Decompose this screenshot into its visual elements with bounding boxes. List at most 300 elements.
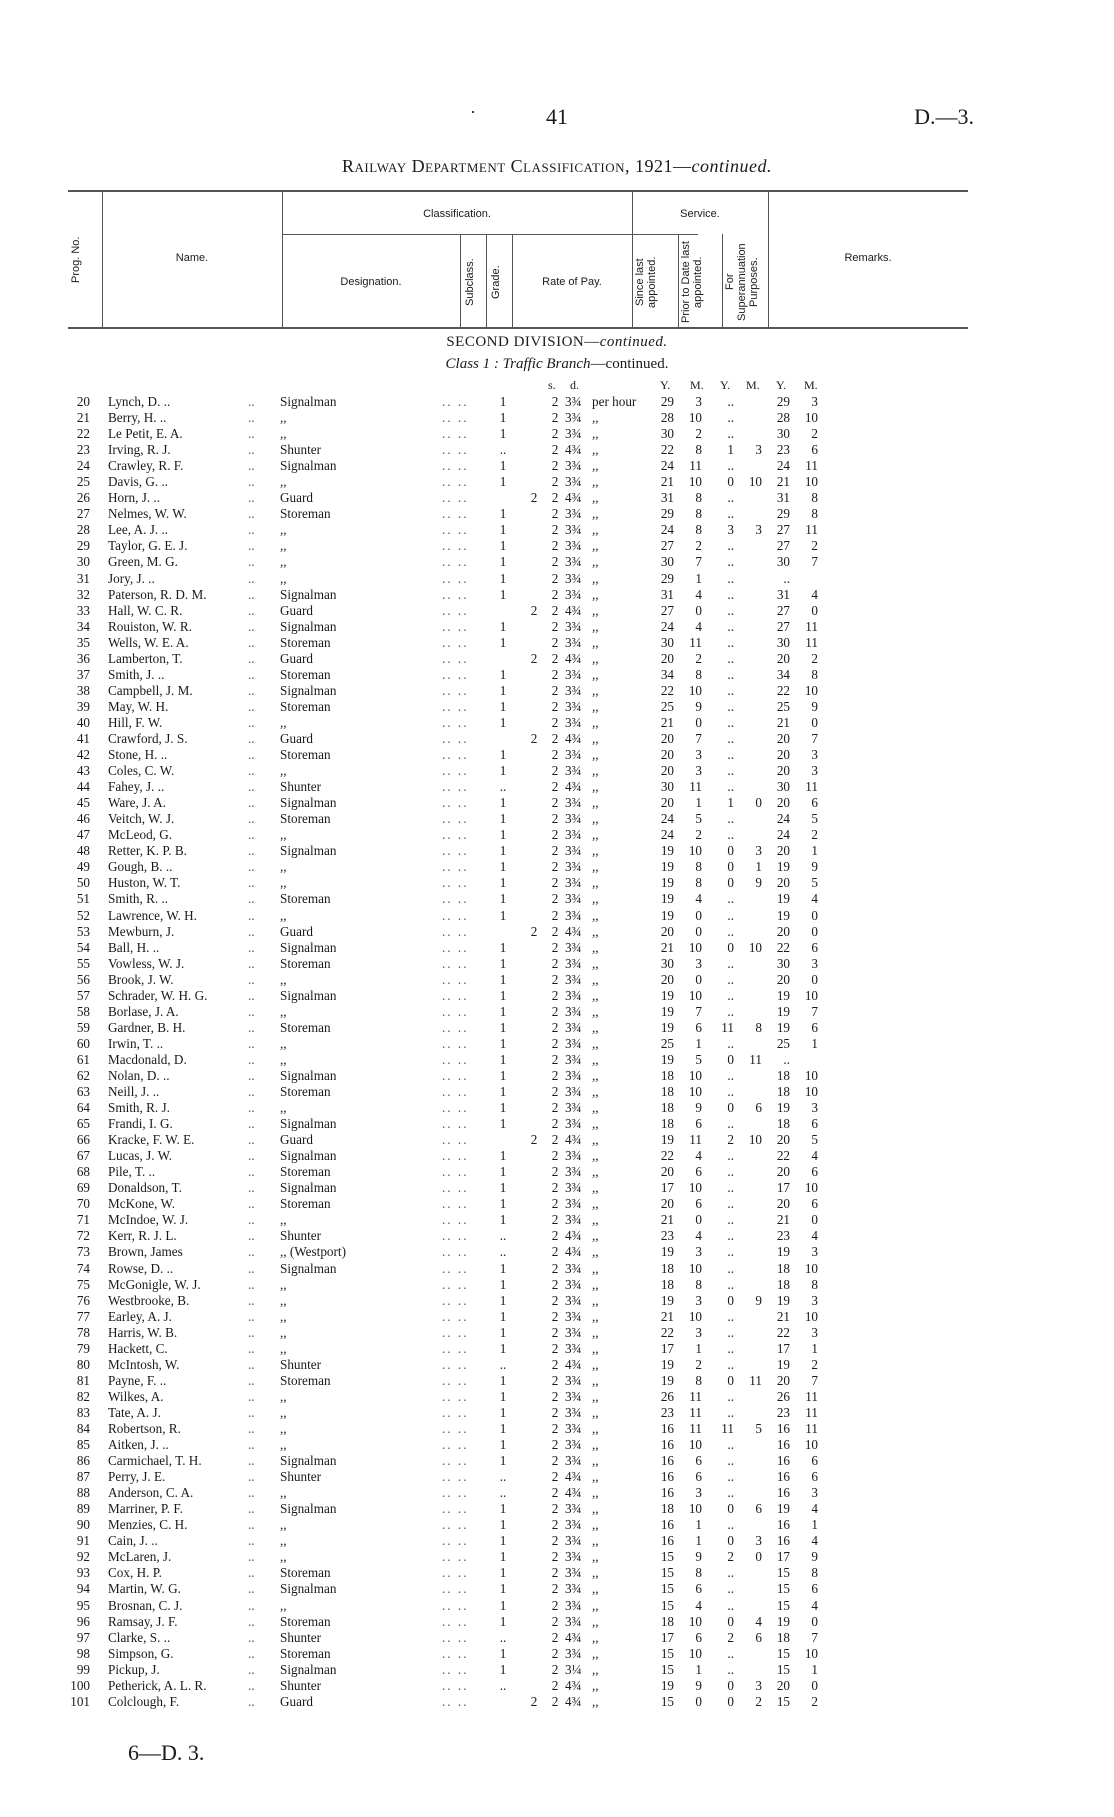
since-years: 20: [660, 971, 674, 987]
rate-pence: 3¾: [565, 1404, 582, 1420]
rate-per: ,,: [592, 554, 599, 570]
since-years: 30: [660, 955, 674, 971]
prog-no: 39: [76, 698, 90, 714]
employee-name: Hackett, C.: [108, 1340, 168, 1356]
subclass: 1: [499, 426, 507, 442]
prior-years: ..: [727, 586, 734, 602]
subclass: 1: [499, 1292, 507, 1308]
employee-name: Robertson, R.: [108, 1421, 181, 1436]
subclass: 1: [499, 410, 507, 426]
unit-m: M.: [804, 378, 818, 392]
prog-no: 38: [76, 682, 90, 698]
leader-dots: ..: [248, 634, 255, 650]
table-row: [0, 1614, 1114, 1630]
leader-dots: .. ..: [442, 1549, 469, 1565]
designation: ,,: [280, 971, 287, 987]
rate-per: ,,: [592, 1067, 599, 1083]
rate-per: ,,: [592, 923, 599, 939]
since-months: 10: [688, 843, 702, 859]
super-years: 23: [776, 1404, 790, 1420]
super-years: 22: [776, 1324, 790, 1340]
table-row: [0, 1373, 1114, 1389]
rate-shillings: 2: [551, 1565, 559, 1581]
prior-years: ..: [727, 971, 734, 987]
employee-name: Lee, A. J. ..: [108, 522, 169, 538]
since-years: 16: [660, 1469, 674, 1485]
since-years: 19: [660, 1292, 674, 1308]
rate-per: ,,: [592, 410, 599, 426]
super-years: 19: [776, 1613, 790, 1629]
leader-dots: ..: [248, 1485, 255, 1501]
rate-pence: 3¼: [565, 1661, 582, 1677]
employee-name: Huston, W. T.: [108, 875, 181, 891]
rate-pence: 3¾: [565, 1421, 582, 1436]
table-row: [0, 747, 1114, 763]
rate-pence: 3¾: [565, 875, 582, 891]
since-months: 9: [695, 1100, 702, 1116]
designation: ,,: [280, 554, 287, 570]
rate-pence: 4¾: [565, 442, 582, 458]
rate-shillings: 2: [551, 811, 559, 827]
super-months: 10: [804, 1180, 818, 1196]
rate-shillings: 2: [551, 426, 559, 442]
leader-dots: .. ..: [442, 1581, 469, 1597]
since-years: 15: [660, 1565, 674, 1581]
rate-per: per hour: [592, 394, 637, 409]
prog-no: 93: [76, 1565, 90, 1581]
super-years: 27: [776, 522, 790, 538]
rate-per: ,,: [592, 1019, 599, 1035]
super-years: 19: [776, 987, 790, 1003]
leader-dots: .. ..: [442, 474, 469, 490]
super-months: 3: [811, 955, 818, 971]
leader-dots: .. ..: [442, 682, 469, 698]
employee-name: Brook, J. W.: [108, 971, 174, 987]
leader-dots: .. ..: [442, 971, 469, 987]
table-row: [0, 458, 1114, 474]
leader-dots: .. ..: [442, 650, 469, 666]
super-years: 19: [776, 859, 790, 875]
subclass: 1: [499, 1565, 507, 1581]
prog-no: 64: [76, 1100, 90, 1116]
table-row: [0, 908, 1114, 924]
table-row: [0, 956, 1114, 972]
leader-dots: ..: [248, 1276, 255, 1292]
designation: Storeman: [280, 698, 331, 714]
super-years: 15: [776, 1693, 790, 1709]
subclass: 1: [499, 1340, 507, 1356]
leader-dots: .. ..: [442, 955, 469, 971]
prior-years: ..: [727, 1067, 734, 1083]
rate-shillings: 2: [551, 1116, 559, 1132]
since-months: 0: [695, 907, 702, 923]
rate-pence: 3¾: [565, 1533, 582, 1549]
since-months: 10: [688, 410, 702, 426]
super-years: 19: [776, 1244, 790, 1260]
employee-name: Westbrooke, B.: [108, 1292, 190, 1308]
rate-shillings: 2: [551, 1084, 559, 1100]
super-months: 0: [811, 714, 818, 730]
leader-dots: ..: [248, 1148, 255, 1164]
employee-name: Kerr, R. J. L.: [108, 1228, 177, 1244]
leader-dots: ..: [248, 763, 255, 779]
rate-per: ,,: [592, 1164, 599, 1180]
employee-name: Irwin, T. ..: [108, 1035, 164, 1051]
prog-no: 26: [76, 490, 90, 506]
unit-d: d.: [570, 378, 579, 392]
rate-pence: 3¾: [565, 410, 582, 426]
since-months: 8: [695, 875, 702, 891]
subclass: 1: [499, 570, 507, 586]
rate-shillings: 2: [551, 666, 559, 682]
prior-months: 3: [755, 1677, 762, 1693]
super-months: 2: [811, 1693, 818, 1709]
since-months: 3: [695, 763, 702, 779]
header-grade: Grade.: [490, 265, 502, 299]
super-years: ..: [783, 570, 790, 586]
rate-per: ,,: [592, 730, 599, 746]
leader-dots: .. ..: [442, 586, 469, 602]
since-years: 16: [660, 1517, 674, 1533]
leader-dots: ..: [248, 1517, 255, 1533]
prior-years: ..: [727, 827, 734, 843]
employee-name: Davis, G. ..: [108, 474, 169, 490]
since-months: 7: [695, 730, 702, 746]
leader-dots: .. ..: [442, 1388, 469, 1404]
leader-dots: ..: [248, 891, 255, 907]
leader-dots: .. ..: [442, 1003, 469, 1019]
rate-pence: 3¾: [565, 987, 582, 1003]
super-years: 21: [776, 1212, 790, 1228]
subclass: 1: [499, 987, 507, 1003]
rate-shillings: 2: [551, 1212, 559, 1228]
employee-name: Payne, F. ..: [108, 1372, 167, 1388]
since-months: 4: [695, 586, 702, 602]
table-row: [0, 1469, 1114, 1485]
subclass: 1: [499, 1100, 507, 1116]
table-row: [0, 763, 1114, 779]
super-years: 19: [776, 891, 790, 907]
since-years: 19: [660, 1677, 674, 1693]
prog-no: 48: [76, 843, 90, 859]
since-years: 15: [660, 1645, 674, 1661]
rate-per: ,,: [592, 1661, 599, 1677]
designation: ,,: [280, 1292, 287, 1308]
rate-pence: 3¾: [565, 666, 582, 682]
rate-shillings: 2: [551, 1132, 559, 1148]
table-row: [0, 924, 1114, 940]
grade: 2: [530, 490, 538, 506]
prog-no: 34: [76, 618, 90, 634]
table-row: [0, 1164, 1114, 1180]
super-years: 20: [776, 650, 790, 666]
leader-dots: .. ..: [442, 410, 469, 426]
subclass: 1: [499, 1549, 507, 1565]
rate-shillings: 2: [551, 1645, 559, 1661]
leader-dots: .. ..: [442, 730, 469, 746]
since-years: 28: [660, 410, 674, 426]
rate-pence: 3¾: [565, 763, 582, 779]
since-years: 27: [660, 602, 674, 618]
leader-dots: ..: [248, 795, 255, 811]
employee-name: Ball, H. ..: [108, 939, 160, 955]
since-months: 4: [695, 618, 702, 634]
leader-dots: ..: [248, 1693, 255, 1709]
rate-per: ,,: [592, 1051, 599, 1067]
prog-no: 101: [70, 1693, 90, 1709]
rate-pence: 3¾: [565, 907, 582, 923]
branch-name: Traffic Branch: [502, 356, 591, 372]
since-months: 8: [695, 1276, 702, 1292]
super-years: 15: [776, 1645, 790, 1661]
employee-name: McLaren, J.: [108, 1549, 172, 1565]
prior-months: 6: [755, 1100, 762, 1116]
document-reference: D.—3.: [914, 104, 974, 129]
leader-dots: ..: [248, 779, 255, 795]
employee-name: McLeod, G.: [108, 827, 173, 843]
since-years: 31: [660, 490, 674, 506]
leader-dots: ..: [248, 698, 255, 714]
division-title: [0, 334, 1114, 351]
header-top-rule: [68, 190, 968, 192]
rate-per: ,,: [592, 538, 599, 554]
rate-pence: 3¾: [565, 939, 582, 955]
rate-shillings: 2: [551, 1629, 559, 1645]
prior-years: ..: [727, 490, 734, 506]
rate-pence: 3¾: [565, 955, 582, 971]
prior-months: 3: [755, 843, 762, 859]
table-row: [0, 1309, 1114, 1325]
rate-pence: 3¾: [565, 1340, 582, 1356]
super-years: 18: [776, 1276, 790, 1292]
designation: ,,: [280, 1404, 287, 1420]
employee-name: Kracke, F. W. E.: [108, 1132, 195, 1148]
employee-name: Marriner, P. F.: [108, 1501, 183, 1517]
rate-per: ,,: [592, 1421, 599, 1436]
employee-name: Hill, F. W.: [108, 714, 163, 730]
super-months: 2: [811, 650, 818, 666]
since-years: 19: [660, 859, 674, 875]
leader-dots: .. ..: [442, 1260, 469, 1276]
super-years: 20: [776, 730, 790, 746]
rate-per: ,,: [592, 1180, 599, 1196]
grade: 2: [530, 602, 538, 618]
super-months: 1: [811, 1661, 818, 1677]
since-years: 19: [660, 1003, 674, 1019]
designation: Shunter: [280, 442, 322, 458]
prior-years: 1: [727, 442, 734, 458]
rate-shillings: 2: [551, 554, 559, 570]
leader-dots: .. ..: [442, 1324, 469, 1340]
since-years: 19: [660, 1051, 674, 1067]
since-months: 3: [695, 1324, 702, 1340]
designation: Shunter: [280, 1629, 322, 1645]
designation: Guard: [280, 490, 313, 506]
super-months: 0: [811, 1212, 818, 1228]
prog-no: 79: [76, 1340, 90, 1356]
leader-dots: ..: [248, 1501, 255, 1517]
employee-name: Brown, James: [108, 1244, 183, 1260]
prior-months: 9: [755, 875, 762, 891]
employee-name: Gardner, B. H.: [108, 1019, 186, 1035]
super-years: 29: [776, 394, 790, 409]
super-years: 19: [776, 1100, 790, 1116]
leader-dots: .. ..: [442, 779, 469, 795]
super-months: 4: [811, 891, 818, 907]
table-row: [0, 875, 1114, 891]
rate-per: ,,: [592, 1388, 599, 1404]
prior-years: ..: [727, 682, 734, 698]
table-row: [0, 474, 1114, 490]
rate-pence: 3¾: [565, 714, 582, 730]
super-months: 10: [804, 1084, 818, 1100]
subclass: 1: [499, 1164, 507, 1180]
subclass: 1: [499, 698, 507, 714]
rate-pence: 4¾: [565, 730, 582, 746]
rate-shillings: 2: [551, 602, 559, 618]
leader-dots: ..: [248, 1116, 255, 1132]
super-years: 31: [776, 490, 790, 506]
rate-shillings: 2: [551, 1019, 559, 1035]
rate-pence: 3¾: [565, 1453, 582, 1469]
prior-years: ..: [727, 1035, 734, 1051]
unit-y: Y.: [720, 378, 731, 392]
header-rate: Rate of Pay.: [542, 276, 602, 288]
since-months: 9: [695, 1677, 702, 1693]
super-years: 16: [776, 1517, 790, 1533]
designation: Guard: [280, 730, 313, 746]
header-sub-rule: [282, 234, 698, 235]
rate-shillings: 2: [551, 1035, 559, 1051]
since-months: 10: [688, 1501, 702, 1517]
employee-name: Petherick, A. L. R.: [108, 1677, 207, 1693]
prog-no: 53: [76, 923, 90, 939]
since-months: 3: [695, 1292, 702, 1308]
rate-pence: 3¾: [565, 474, 582, 490]
designation: Signalman: [280, 618, 337, 634]
employee-name: Lawrence, W. H.: [108, 907, 197, 923]
subclass: 1: [499, 907, 507, 923]
super-months: 4: [811, 1533, 818, 1549]
rate-pence: 3¾: [565, 1212, 582, 1228]
subclass: 1: [499, 634, 507, 650]
rate-shillings: 2: [551, 1437, 559, 1453]
super-years: 22: [776, 939, 790, 955]
prog-no: 49: [76, 859, 90, 875]
prog-no: 73: [76, 1244, 90, 1260]
employee-name: Schrader, W. H. G.: [108, 987, 208, 1003]
employee-name: Ware, J. A.: [108, 795, 166, 811]
table-row: [0, 1004, 1114, 1020]
super-months: 7: [811, 554, 818, 570]
designation: Guard: [280, 1693, 313, 1709]
subclass: 1: [499, 1051, 507, 1067]
rate-shillings: 2: [551, 955, 559, 971]
leader-dots: ..: [248, 747, 255, 763]
leader-dots: .. ..: [442, 1693, 469, 1709]
employee-name: Nolan, D. ..: [108, 1067, 170, 1083]
since-months: 2: [695, 426, 702, 442]
prog-no: 78: [76, 1324, 90, 1340]
leader-dots: .. ..: [442, 1132, 469, 1148]
super-years: 20: [776, 747, 790, 763]
designation: ,,: [280, 1388, 287, 1404]
leader-dots: .. ..: [442, 907, 469, 923]
header-service: Service.: [680, 208, 720, 220]
leader-dots: ..: [248, 538, 255, 554]
employee-name: Crawley, R. F.: [108, 458, 184, 474]
prog-no: 74: [76, 1260, 90, 1276]
super-months: 3: [811, 1324, 818, 1340]
super-years: 25: [776, 698, 790, 714]
super-months: 3: [811, 747, 818, 763]
super-months: 5: [811, 811, 818, 827]
leader-dots: .. ..: [442, 666, 469, 682]
leader-dots: ..: [248, 554, 255, 570]
since-years: 20: [660, 1164, 674, 1180]
rate-pence: 3¾: [565, 506, 582, 522]
subclass: 1: [499, 522, 507, 538]
table-row: [0, 1228, 1114, 1244]
rate-per: ,,: [592, 811, 599, 827]
designation: ,,: [280, 1308, 287, 1324]
employee-name: Cox, H. P.: [108, 1565, 162, 1581]
rate-pence: 3¾: [565, 1148, 582, 1164]
prior-months: 11: [749, 1051, 762, 1067]
since-years: 21: [660, 1212, 674, 1228]
table-row: [0, 715, 1114, 731]
table-row: [0, 1196, 1114, 1212]
rate-pence: 3¾: [565, 682, 582, 698]
since-months: 11: [689, 1404, 702, 1420]
class-label: Class 1 :: [445, 356, 503, 372]
employee-name: Colclough, F.: [108, 1693, 180, 1709]
super-years: 34: [776, 666, 790, 682]
since-years: 16: [660, 1485, 674, 1501]
since-months: 10: [688, 1084, 702, 1100]
subclass: 1: [499, 554, 507, 570]
rate-shillings: 2: [551, 747, 559, 763]
subclass: 1: [499, 1597, 507, 1613]
rate-per: ,,: [592, 1565, 599, 1581]
leader-dots: ..: [248, 602, 255, 618]
super-years: 16: [776, 1533, 790, 1549]
since-months: 7: [695, 1003, 702, 1019]
employee-name: Horn, J. ..: [108, 490, 161, 506]
prior-years: ..: [727, 570, 734, 586]
since-months: 4: [695, 891, 702, 907]
since-months: 11: [689, 458, 702, 474]
since-years: 24: [660, 618, 674, 634]
prog-no: 50: [76, 875, 90, 891]
since-months: 4: [695, 1597, 702, 1613]
rate-per: ,,: [592, 971, 599, 987]
designation: ,,: [280, 827, 287, 843]
since-months: 7: [695, 554, 702, 570]
rate-per: ,,: [592, 1404, 599, 1420]
prog-no: 80: [76, 1356, 90, 1372]
leader-dots: .. ..: [442, 843, 469, 859]
leader-dots: ..: [248, 1019, 255, 1035]
employee-name: Wells, W. E. A.: [108, 634, 189, 650]
prior-months: 10: [748, 939, 762, 955]
super-months: 10: [804, 1645, 818, 1661]
rate-per: ,,: [592, 426, 599, 442]
table-row: [0, 1630, 1114, 1646]
designation: Shunter: [280, 1228, 322, 1244]
since-years: 15: [660, 1693, 674, 1709]
prog-no: 59: [76, 1019, 90, 1035]
